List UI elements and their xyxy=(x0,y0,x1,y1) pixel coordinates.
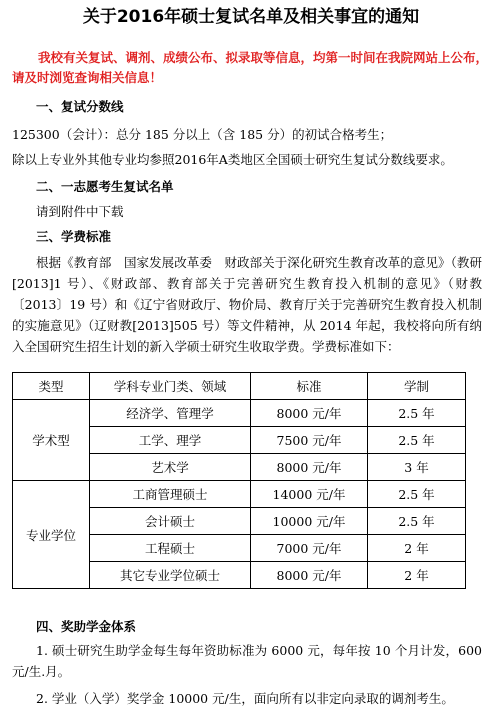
table-row xyxy=(13,481,466,508)
table-cell: 工商管理硕士 xyxy=(90,481,251,508)
table-cell: 8000 元/年 xyxy=(251,562,368,589)
table-header-cell: 学科专业门类、领域 xyxy=(90,373,251,400)
section4-item1: 1. 硕士研究生助学金每生每年资助标准为 6000 元，每年按 10 个月计发，600 元/生.月。 xyxy=(12,643,482,679)
section1-heading: 一、复试分数线 xyxy=(36,99,124,114)
table-header-cell: 学制 xyxy=(368,373,466,400)
table-cell: 3 年 xyxy=(368,454,466,481)
table-cell: 2.5 年 xyxy=(368,400,466,427)
table-header-row xyxy=(13,373,466,400)
table-cell: 2.5 年 xyxy=(368,508,466,535)
table-cell: 8000 元/年 xyxy=(251,454,368,481)
table-cell: 工程硕士 xyxy=(90,535,251,562)
table-cell: 14000 元/年 xyxy=(251,481,368,508)
table-cell: 经济学、管理学 xyxy=(90,400,251,427)
table-header-cell: 类型 xyxy=(13,373,90,400)
table-cell: 10000 元/年 xyxy=(251,508,368,535)
table-cell: 7000 元/年 xyxy=(251,535,368,562)
section3-heading: 三、学费标准 xyxy=(36,229,112,244)
table-cell: 8000 元/年 xyxy=(251,400,368,427)
table-cell: 艺术学 xyxy=(90,454,251,481)
section2-line1: 请到附件中下载 xyxy=(36,204,124,219)
section1-line2: 除以上专业外其他专业均参照2016年A类地区全国硕士研究生复试分数线要求。 xyxy=(12,152,453,167)
table-cell: 工学、理学 xyxy=(90,427,251,454)
fee-basis-paragraph: 根据《教育部 国家发展改革委 财政部关于深化研究生教育改革的意见》（教研[2013]1 号）、《财政部、教育部关于完善研究生教育投入机制的意见》（财教〔2013〕19 号）和《辽宁省财政厅、物价局、教育厅关于完善研究生教育投入机制的实施意见》（辽财教[2013]505 号）等文件精神，从 2014 年起，我校将向所有纳入全国研究生招生计划的新入学硕士研究生收取学费。学费标准如下： xyxy=(12,255,482,354)
table-header-cell: 标准 xyxy=(251,373,368,400)
table-cell: 2.5 年 xyxy=(368,481,466,508)
section2-heading: 二、一志愿考生复试名单 xyxy=(36,179,174,194)
section1-line1: 125300（会计）：总分 185 分以上（含 185 分）的初试合格考生； xyxy=(12,127,393,142)
notice-banner: 我校有关复试、调剂、成绩公布、拟录取等信息，均第一时间在我院网站上公布，请及时浏览查询相关信息！ xyxy=(12,50,489,85)
page-title: 关于2016年硕士复试名单及相关事宜的通知 xyxy=(82,7,420,27)
table-cell: 会计硕士 xyxy=(90,508,251,535)
tuition-table xyxy=(12,372,466,589)
table-group-type: 学术型 xyxy=(13,400,90,481)
section4-heading: 四、奖助学金体系 xyxy=(36,619,137,634)
table-cell: 其它专业学位硕士 xyxy=(90,562,251,589)
table-cell: 2 年 xyxy=(368,535,466,562)
table-group-type: 专业学位 xyxy=(13,481,90,589)
table-cell: 2.5 年 xyxy=(368,427,466,454)
table-cell: 7500 元/年 xyxy=(251,427,368,454)
table-cell: 2 年 xyxy=(368,562,466,589)
table-row xyxy=(13,400,466,427)
section4-item2: 2. 学业（入学）奖学金 10000 元/生，面向所有以非定向录取的调剂考生。 xyxy=(36,691,454,706)
